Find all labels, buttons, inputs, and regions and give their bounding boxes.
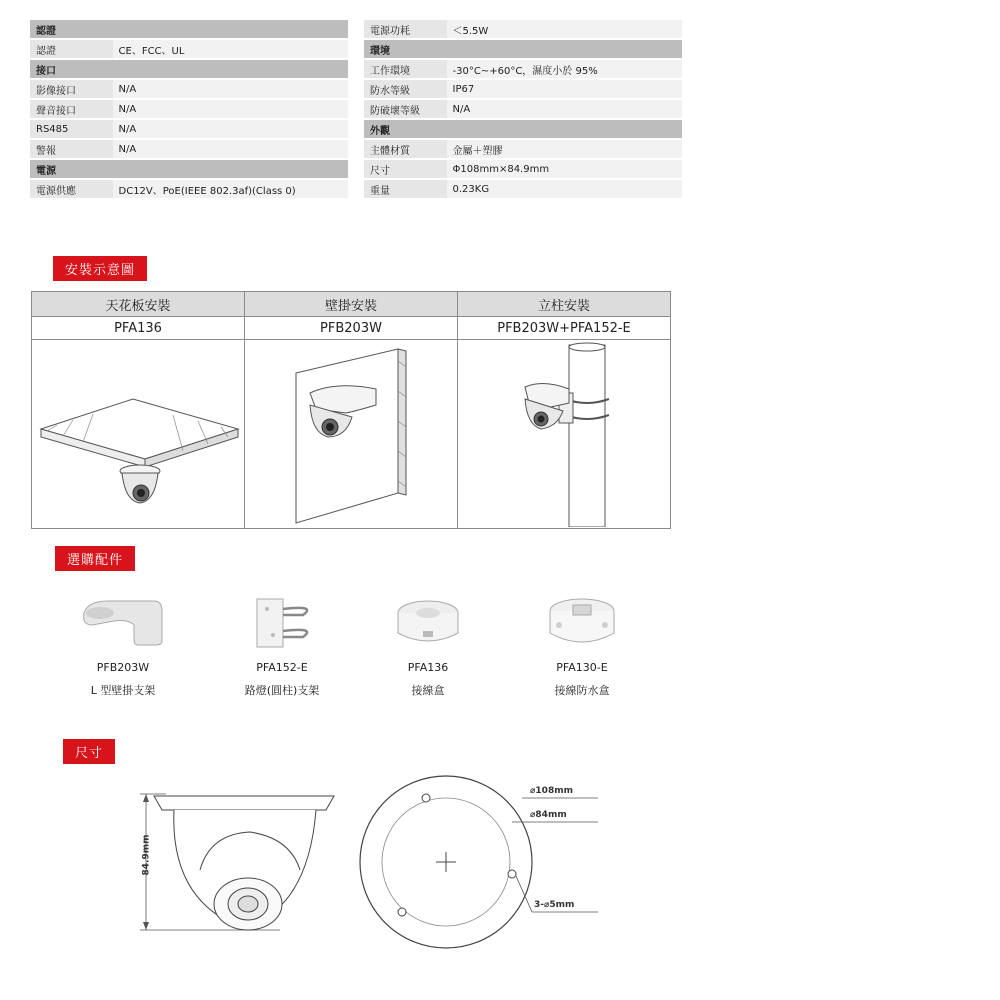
spec-key: RS485 [30,120,113,138]
outer-diameter-label: ⌀108mm [530,786,573,796]
spec-value: Φ108mm×84.9mm [447,160,682,178]
spec-value: -30°C~+60°C，濕度小於 95% [447,60,682,78]
spec-value: N/A [113,100,348,118]
spec-key: 重量 [364,180,447,198]
waterproof-junction-box-image [537,595,627,651]
spec-value: N/A [113,120,348,138]
install-title-pole: 立柱安裝 [458,292,671,317]
spec-key: 聲音接口 [30,100,113,118]
spec-section-label: 接口 [30,60,348,78]
spec-table-right [364,18,682,200]
spec-value: N/A [113,140,348,158]
ceiling-mount-illustration [32,340,245,529]
spec-row [30,180,348,198]
accessory-name: 接線盒 [411,684,445,697]
accessory-name: 接線防水盒 [554,684,610,697]
accessory-name: L 型壁掛支架 [90,684,156,697]
accessory-code: PFA130-E [556,661,608,674]
dimensions-section-tag: 尺寸 [63,739,115,764]
spec-key: 防水等級 [364,80,447,98]
accessories-section-tag: 選購配件 [55,546,135,571]
dimension-drawings [130,770,610,959]
spec-row [364,100,682,118]
spec-value: 0.23KG [447,180,682,198]
spec-section-label: 外觀 [364,120,682,138]
spec-section-label: 電源 [30,160,348,178]
spec-row [364,80,682,98]
spec-row [364,20,682,38]
accessory-code: PFB203W [96,661,150,674]
inner-diameter-label: ⌀84mm [530,810,567,820]
spec-row [30,140,348,158]
spec-value: 金屬＋塑膠 [447,140,682,158]
spec-value: IP67 [447,80,682,98]
spec-value: DC12V、PoE(IEEE 802.3af)(Class 0) [113,180,348,198]
spec-key: 工作環境 [364,60,447,78]
spec-section-header [30,160,348,178]
install-section-tag: 安裝示意圖 [53,256,147,281]
junction-box-image [383,595,473,651]
accessory-pfb203w [48,595,198,698]
spec-section-label: 認證 [30,20,348,38]
spec-row [364,180,682,198]
spec-section-header [30,20,348,38]
spec-row [30,100,348,118]
pole-bracket-image [237,595,327,651]
install-model-wall: PFB203W [245,317,458,340]
spec-key: 防破壞等級 [364,100,447,118]
spec-key: 電源功耗 [364,20,447,38]
install-title-ceiling: 天花板安裝 [32,292,245,317]
accessory-name: 路燈(圓柱)支架 [244,684,320,697]
spec-row [30,120,348,138]
spec-value: N/A [447,100,682,118]
spec-row [364,140,682,158]
spec-section-header [364,40,682,58]
install-title-wall: 壁掛安裝 [245,292,458,317]
spec-section-header [30,60,348,78]
install-table [31,291,671,529]
spec-value: CE、FCC、UL [113,40,348,58]
spec-key: 尺寸 [364,160,447,178]
spec-row [30,80,348,98]
spec-key: 影像接口 [30,80,113,98]
install-model-ceiling: PFA136 [32,317,245,340]
spec-key: 電源供應 [30,180,113,198]
spec-value: ＜5.5W [447,20,682,38]
accessory-pfa130e [507,595,657,698]
pole-mount-illustration [458,340,671,529]
accessory-pfa152e [207,595,357,698]
spec-row [30,40,348,58]
spec-key: 認證 [30,40,113,58]
holes-label: 3-⌀5mm [534,900,575,910]
accessory-code: PFA136 [407,661,449,674]
spec-row [364,160,682,178]
l-wall-bracket-image [78,595,168,651]
wall-mount-illustration [245,340,458,529]
install-model-pole: PFB203W+PFA152-E [458,317,671,340]
spec-section-header [364,120,682,138]
dimension-drawing-svg [130,770,610,955]
spec-table-left [30,18,348,200]
spec-row [364,60,682,78]
accessory-pfa136 [353,595,503,698]
spec-section-label: 環境 [364,40,682,58]
spec-key: 警報 [30,140,113,158]
height-dimension-label: 84.9mm [141,834,152,876]
spec-key: 主體材質 [364,140,447,158]
spec-value: N/A [113,80,348,98]
accessory-code: PFA152-E [256,661,308,674]
